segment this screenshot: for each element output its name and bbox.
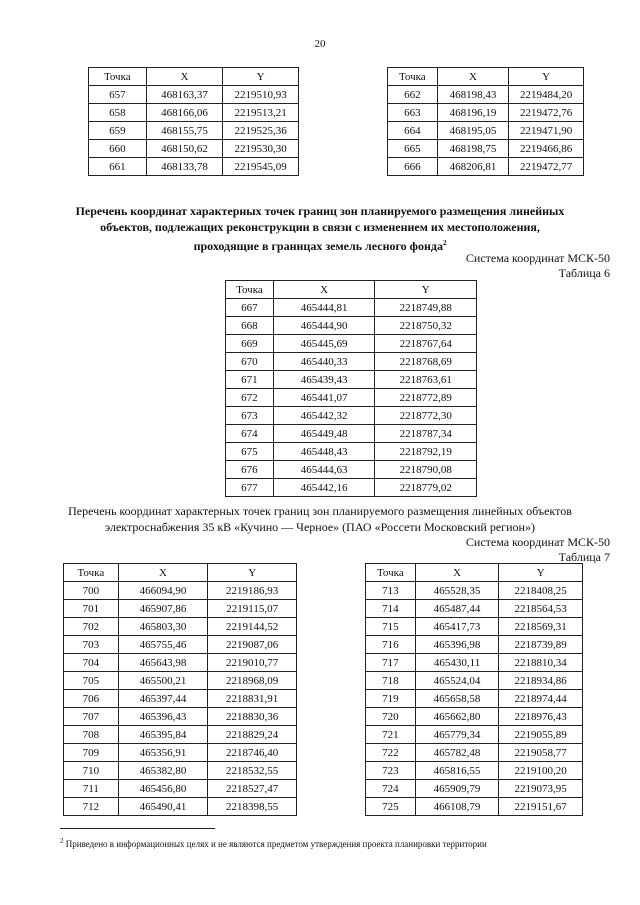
cell-point: 718 [366,672,416,690]
cell-y: 2219472,76 [509,104,584,122]
cell-point: 664 [388,122,438,140]
cell-x: 465782,48 [415,744,499,762]
cell-point: 706 [64,690,119,708]
page-number: 20 [314,38,326,50]
table-row [226,317,477,335]
cell-x: 468133,78 [146,158,223,176]
cell-y: 2219472,77 [509,158,584,176]
cell-point: 704 [64,654,119,672]
cell-point: 708 [64,726,119,744]
table-header-row [226,281,477,299]
table-row [226,299,477,317]
cell-x: 465430,11 [415,654,499,672]
cell-point: 711 [64,780,119,798]
cell-point: 709 [64,744,119,762]
cell-x: 465444,81 [273,299,375,317]
table-row [226,353,477,371]
cell-y: 2219186,93 [208,582,297,600]
table-row [226,335,477,353]
table-row [366,780,583,798]
cell-y: 2218408,25 [499,582,583,600]
cell-y: 2219471,90 [509,122,584,140]
column-header-x: X [118,564,208,582]
cell-y: 2218829,24 [208,726,297,744]
cell-point: 660 [89,140,147,158]
cell-y: 2219530,30 [223,140,299,158]
cell-y: 2219010,77 [208,654,297,672]
cell-point: 674 [226,425,274,443]
coords-table-top-left [88,67,299,176]
table-row [226,479,477,497]
cell-y: 2218768,69 [375,353,477,371]
cell-x: 465444,63 [273,461,375,479]
footnote [60,835,487,850]
table-row [226,443,477,461]
section2-title-line1: Перечень координат характерных точек границ зон планируемого размещения линейных объектов [68,504,572,518]
cell-y: 2219055,89 [499,726,583,744]
section2-title-line2: электроснабжения 35 кВ «Кучино — Черное» (ПАО «Россети Московский регион») [105,520,535,534]
cell-point: 657 [89,86,147,104]
table-row [366,582,583,600]
cell-y: 2218527,47 [208,780,297,798]
cell-point: 705 [64,672,119,690]
cell-y: 2218831,91 [208,690,297,708]
table-row [64,762,297,780]
column-header-y: Y [499,564,583,582]
cell-x: 465643,98 [118,654,208,672]
cell-y: 2218790,08 [375,461,477,479]
table-row [64,708,297,726]
table-row [366,798,583,816]
cell-point: 720 [366,708,416,726]
cell-y: 2218974,44 [499,690,583,708]
cell-x: 465444,90 [273,317,375,335]
cell-x: 465500,21 [118,672,208,690]
cell-x: 468198,43 [437,86,509,104]
cell-x: 468196,19 [437,104,509,122]
cell-y: 2218772,89 [375,389,477,407]
column-header-y: Y [509,68,584,86]
cell-point: 662 [388,86,438,104]
cell-x: 466108,79 [415,798,499,816]
table-row [89,104,299,122]
cell-point: 707 [64,708,119,726]
cell-x: 465442,32 [273,407,375,425]
cell-y: 2219073,95 [499,780,583,798]
table-row [226,371,477,389]
cell-y: 2219545,09 [223,158,299,176]
cell-x: 465524,04 [415,672,499,690]
cell-y: 2218739,89 [499,636,583,654]
cell-y: 2219525,36 [223,122,299,140]
cell-y: 2218968,09 [208,672,297,690]
section1-title-line2: объектов, подлежащих реконструкции в связи с изменением их местоположения, [100,220,540,234]
cell-point: 713 [366,582,416,600]
table-row [366,762,583,780]
cell-point: 700 [64,582,119,600]
cell-x: 465816,55 [415,762,499,780]
cell-y: 2218569,31 [499,618,583,636]
table-row [64,582,297,600]
cell-y: 2219115,07 [208,600,297,618]
cell-point: 701 [64,600,119,618]
table-row [226,407,477,425]
cell-x: 466094,90 [118,582,208,600]
cell-point: 703 [64,636,119,654]
table-row [366,672,583,690]
cell-y: 2219087,06 [208,636,297,654]
column-header-point: Точка [64,564,119,582]
footnote-marker: 2 [60,837,64,845]
cell-x: 465448,43 [273,443,375,461]
cell-x: 465449,48 [273,425,375,443]
cell-y: 2218792,19 [375,443,477,461]
cell-point: 677 [226,479,274,497]
cell-x: 465382,80 [118,762,208,780]
table-header-row [64,564,297,582]
table-row [366,636,583,654]
cell-point: 663 [388,104,438,122]
cell-y: 2218746,40 [208,744,297,762]
column-header-point: Точка [226,281,274,299]
table-row [366,708,583,726]
cell-y: 2218398,55 [208,798,297,816]
table-row [226,389,477,407]
cell-x: 468166,06 [146,104,223,122]
cell-y: 2218779,02 [375,479,477,497]
cell-y: 2219100,20 [499,762,583,780]
table-row [89,122,299,140]
cell-x: 465662,80 [415,708,499,726]
coords-table-6 [225,280,477,497]
cell-point: 665 [388,140,438,158]
cell-x: 465396,98 [415,636,499,654]
coords-table-7-left [63,563,297,816]
coords-table-7-right [365,563,583,816]
cell-y: 2219058,77 [499,744,583,762]
table-row [388,86,584,104]
cell-point: 661 [89,158,147,176]
cell-x: 465755,46 [118,636,208,654]
column-header-point: Точка [388,68,438,86]
cell-x: 465909,79 [415,780,499,798]
table-row [64,726,297,744]
cell-x: 465356,91 [118,744,208,762]
table-row [89,86,299,104]
cell-y: 2218750,32 [375,317,477,335]
cell-y: 2218787,34 [375,425,477,443]
table-row [226,461,477,479]
cell-point: 722 [366,744,416,762]
cell-point: 719 [366,690,416,708]
cell-x: 465442,16 [273,479,375,497]
cell-point: 725 [366,798,416,816]
table-row [388,158,584,176]
footnote-text: Приведено в информационных целях и не являются предметом утверждения проекта планировки территории [65,839,487,849]
cell-point: 673 [226,407,274,425]
table-row [64,780,297,798]
table-row [64,744,297,762]
table-row [64,690,297,708]
cell-point: 716 [366,636,416,654]
table-row [366,618,583,636]
cell-x: 465396,43 [118,708,208,726]
cell-y: 2218767,64 [375,335,477,353]
cell-point: 666 [388,158,438,176]
table-row [366,744,583,762]
table-row [64,636,297,654]
table-row [366,654,583,672]
cell-y: 2218934,86 [499,672,583,690]
cell-x: 468206,81 [437,158,509,176]
cell-y: 2219466,86 [509,140,584,158]
cell-y: 2218564,53 [499,600,583,618]
cell-point: 658 [89,104,147,122]
cell-point: 675 [226,443,274,461]
cell-y: 2218810,34 [499,654,583,672]
cell-y: 2218532,55 [208,762,297,780]
table-row [64,672,297,690]
cell-x: 468150,62 [146,140,223,158]
cell-y: 2218749,88 [375,299,477,317]
column-header-y: Y [223,68,299,86]
cell-x: 465456,80 [118,780,208,798]
column-header-point: Точка [366,564,416,582]
cell-point: 702 [64,618,119,636]
table-6-label: Таблица 6 [558,266,610,280]
cell-x: 465440,33 [273,353,375,371]
column-header-x: X [273,281,375,299]
column-header-x: X [146,68,223,86]
cell-point: 710 [64,762,119,780]
cell-x: 465907,86 [118,600,208,618]
cell-point: 721 [366,726,416,744]
table-row [366,726,583,744]
table-row [366,600,583,618]
section1-title-text: проходящие в границах земель лесного фонда [193,239,443,253]
table-row [226,425,477,443]
cell-point: 669 [226,335,274,353]
cell-x: 465397,44 [118,690,208,708]
cell-point: 715 [366,618,416,636]
column-header-x: X [415,564,499,582]
cell-point: 670 [226,353,274,371]
column-header-y: Y [375,281,477,299]
cell-y: 2218763,61 [375,371,477,389]
cell-point: 671 [226,371,274,389]
table-row [64,600,297,618]
cell-y: 2219484,20 [509,86,584,104]
cell-x: 465658,58 [415,690,499,708]
cell-y: 2218976,43 [499,708,583,726]
table-row [388,140,584,158]
table-row [89,158,299,176]
coordinate-system-label: Система координат МСК-50 [465,535,610,549]
cell-y: 2219513,21 [223,104,299,122]
cell-x: 468198,75 [437,140,509,158]
cell-x: 465487,44 [415,600,499,618]
footnote-divider [60,828,215,829]
table-row [89,140,299,158]
column-header-x: X [437,68,509,86]
cell-point: 712 [64,798,119,816]
cell-point: 717 [366,654,416,672]
cell-y: 2218830,36 [208,708,297,726]
cell-x: 468155,75 [146,122,223,140]
table-7-label: Таблица 7 [558,550,610,564]
cell-x: 465395,84 [118,726,208,744]
cell-x: 465417,73 [415,618,499,636]
cell-x: 465528,35 [415,582,499,600]
cell-point: 672 [226,389,274,407]
cell-x: 465803,30 [118,618,208,636]
table-header-row [89,68,299,86]
cell-point: 668 [226,317,274,335]
cell-x: 468163,37 [146,86,223,104]
table-row [388,104,584,122]
cell-x: 465490,41 [118,798,208,816]
cell-point: 724 [366,780,416,798]
cell-point: 667 [226,299,274,317]
cell-x: 465439,43 [273,371,375,389]
table-row [366,690,583,708]
cell-y: 2219144,52 [208,618,297,636]
cell-x: 468195,05 [437,122,509,140]
cell-y: 2219151,67 [499,798,583,816]
cell-x: 465441,07 [273,389,375,407]
table-row [64,798,297,816]
cell-point: 723 [366,762,416,780]
cell-point: 659 [89,122,147,140]
column-header-y: Y [208,564,297,582]
table-header-row [366,564,583,582]
cell-y: 2218772,30 [375,407,477,425]
coordinate-system-label: Система координат МСК-50 [465,251,610,265]
table-row [64,618,297,636]
cell-y: 2219510,93 [223,86,299,104]
section1-title-line1: Перечень координат характерных точек границ зон планируемого размещения линейных [75,204,565,218]
cell-point: 714 [366,600,416,618]
cell-x: 465445,69 [273,335,375,353]
table-header-row [388,68,584,86]
footnote-ref: 2 [442,239,447,247]
coords-table-top-right [387,67,584,176]
cell-point: 676 [226,461,274,479]
table-row [388,122,584,140]
column-header-point: Точка [89,68,147,86]
table-row [64,654,297,672]
cell-x: 465779,34 [415,726,499,744]
